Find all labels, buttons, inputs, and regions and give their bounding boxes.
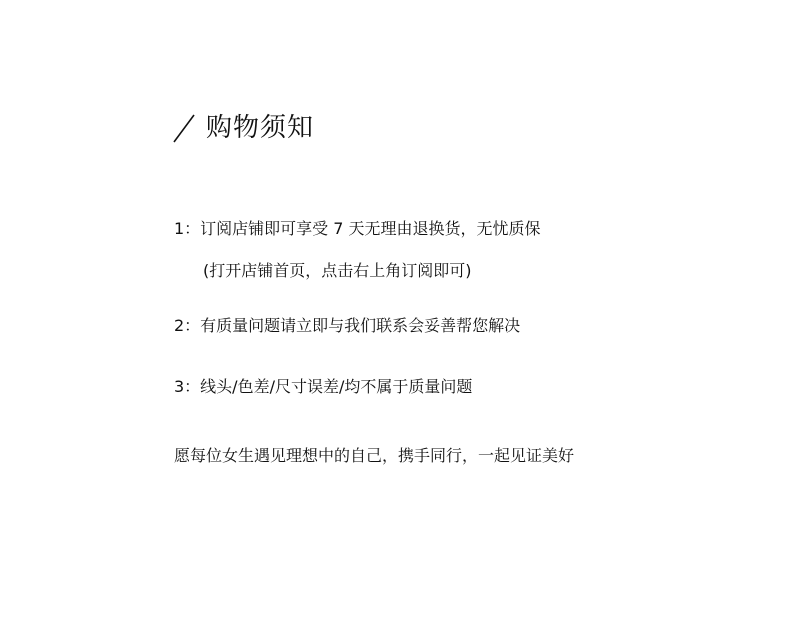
notice-item-1-note: (打开店铺首页，点击右上角订阅即可) (203, 261, 472, 280)
title-row (172, 111, 314, 145)
notice-item-2: 2：有质量问题请立即与我们联系会妥善帮您解决 (174, 316, 521, 335)
closing-message: 愿每位女生遇见理想中的自己，携手同行，一起见证美好 (174, 446, 575, 465)
page-title: 购物须知 (206, 113, 315, 143)
notice-item-3: 3：线头/色差/尺寸误差/均不属于质量问题 (174, 377, 473, 396)
slash-icon (172, 111, 196, 145)
notice-item-1: 1：订阅店铺即可享受 7 天无理由退换货，无忧质保 (174, 219, 541, 238)
